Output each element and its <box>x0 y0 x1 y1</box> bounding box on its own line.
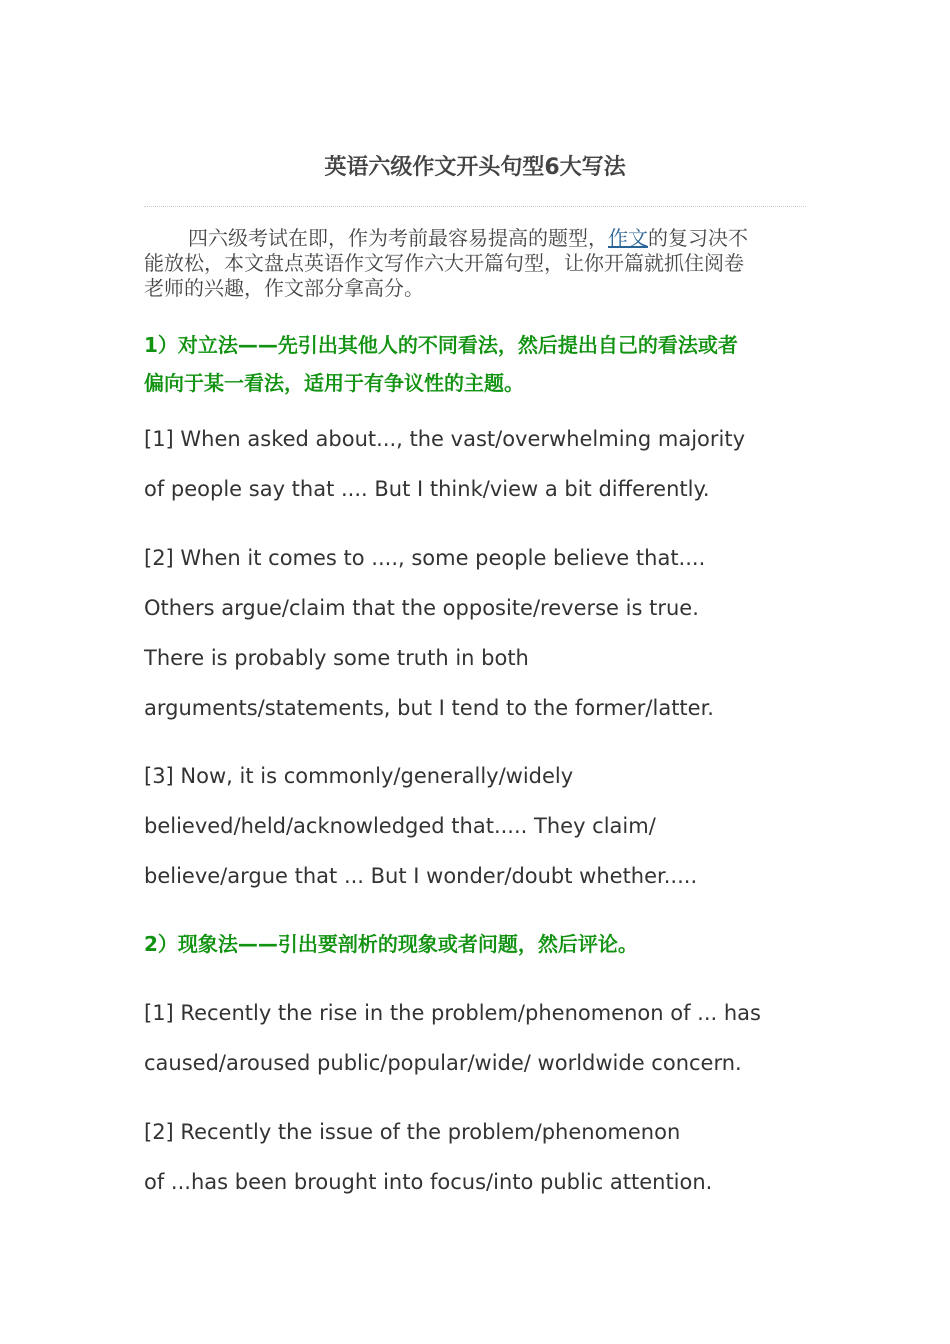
example-line: of people say that .... But I think/view a bit differently. <box>144 477 710 501</box>
example-1-3 <box>144 751 697 901</box>
example-2-2 <box>144 1107 712 1207</box>
essay-link[interactable]: 作文 <box>608 226 648 250</box>
example-1-1 <box>144 414 745 514</box>
example-line: [1] When asked about..., the vast/overwhelming majority <box>144 427 746 451</box>
example-line: arguments/statements, but I tend to the former/latter. <box>144 696 714 720</box>
example-line: Others argue/claim that the opposite/reverse is true. <box>144 596 699 620</box>
example-line: of ...has been brought into focus/into public attention. <box>144 1170 713 1194</box>
divider <box>144 206 806 207</box>
intro-text: 的复习决不 <box>648 226 748 250</box>
example-line: [3] Now, it is commonly/generally/widely <box>144 764 574 788</box>
heading-line: 1）对立法——先引出其他人的不同看法，然后提出自己的看法或者 <box>144 333 738 357</box>
section-heading-2 <box>144 925 638 963</box>
section-heading-1 <box>144 326 738 402</box>
example-2-1 <box>144 988 761 1088</box>
heading-line: 偏向于某一看法，适用于有争议性的主题。 <box>144 371 524 395</box>
example-line: believe/argue that ... But I wonder/doubt whether..... <box>144 864 698 888</box>
example-line: believed/held/acknowledged that..... They claim/ <box>144 814 656 838</box>
intro-text: 四六级考试在即，作为考前最容易提高的题型， <box>188 226 608 250</box>
intro-text: 能放松，本文盘点英语作文写作六大开篇句型，让你开篇就抓住阅卷 <box>144 251 744 275</box>
intro-text: 老师的兴趣，作文部分拿高分。 <box>144 276 424 300</box>
example-1-2 <box>144 533 714 733</box>
example-line: [2] When it comes to ...., some people believe that.... <box>144 546 706 570</box>
example-line: caused/aroused public/popular/wide/ worldwide concern. <box>144 1051 742 1075</box>
example-line: There is probably some truth in both <box>144 646 529 670</box>
example-line: [1] Recently the rise in the problem/phenomenon of ... has <box>144 1001 761 1025</box>
intro-paragraph <box>144 226 814 301</box>
page-title: 英语六级作文开头句型6大写法 <box>324 155 626 180</box>
example-line: [2] Recently the issue of the problem/phenomenon <box>144 1120 681 1144</box>
heading-line: 2）现象法——引出要剖析的现象或者问题，然后评论。 <box>144 932 638 956</box>
